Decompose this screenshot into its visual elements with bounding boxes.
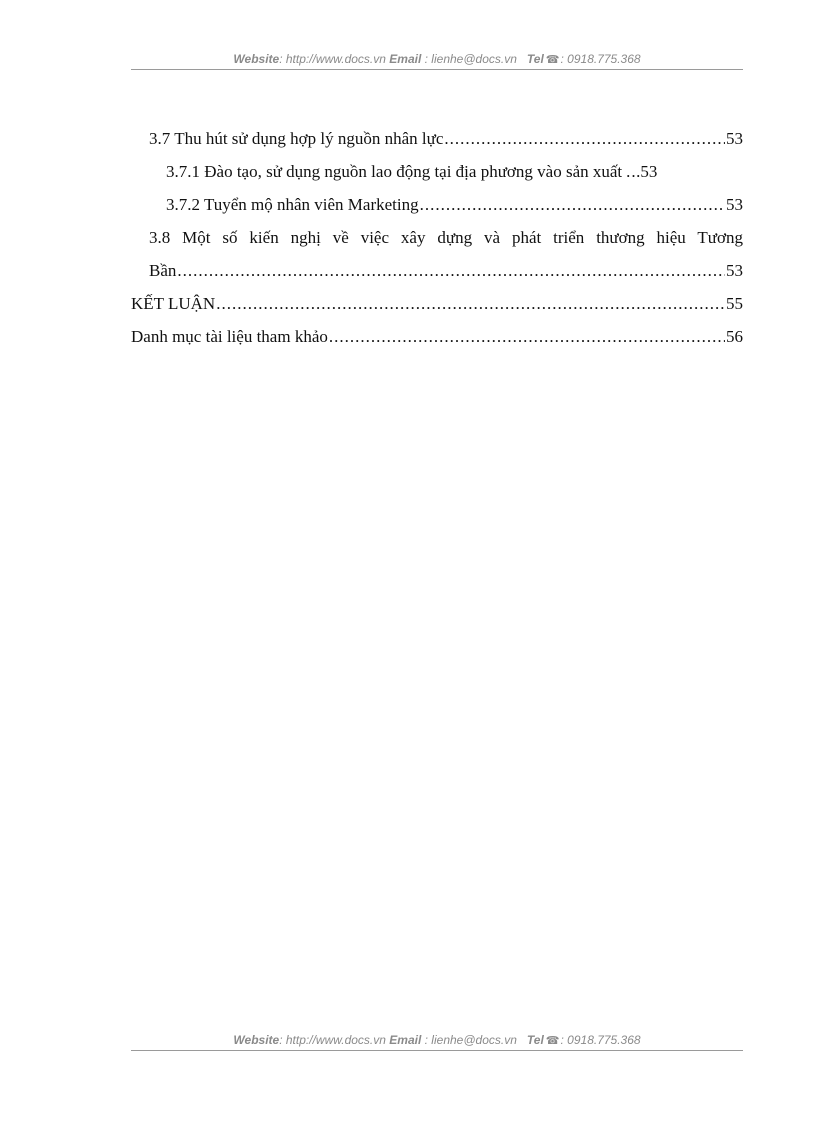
phone-icon: ☎ — [545, 54, 560, 66]
footer-website-value: : http://www.docs.vn — [279, 1033, 386, 1047]
toc-entry-page: .53 — [636, 162, 658, 181]
phone-icon: ☎ — [545, 1035, 560, 1047]
header-website-label: Website — [233, 52, 280, 66]
header-website-value: : http://www.docs.vn — [279, 52, 386, 66]
toc-entry[interactable] — [131, 122, 743, 155]
toc-dot-leader — [626, 155, 636, 188]
footer-email-value: : lienhe@docs.vn — [424, 1033, 517, 1047]
toc-entry-page: 53 — [726, 261, 743, 280]
header-email-label: Email — [389, 52, 422, 66]
footer-email-label: Email — [389, 1033, 422, 1047]
toc-entry-title: 3.8 Một số kiến nghị về việc xây dựng và phát triển thương hiệu Tương — [149, 228, 743, 247]
toc-entry-page: 53 — [726, 195, 743, 214]
toc-entry[interactable] — [131, 155, 743, 188]
toc-entry-page: 55 — [726, 294, 743, 313]
toc-entry-page: 56 — [726, 327, 743, 346]
toc-dot-leader — [420, 188, 725, 221]
header-tel-label: Tel — [526, 52, 544, 66]
toc-dot-leader — [216, 287, 725, 320]
footer-tel-label: Tel — [526, 1033, 544, 1047]
toc-entry-title: 3.7 Thu hút sử dụng hợp lý nguồn nhân lực — [149, 129, 444, 148]
toc-entry-title: Danh mục tài liệu tham khảo — [131, 327, 328, 346]
toc-entry-title-cont: Bần — [149, 261, 177, 280]
header-tel-value: : 0918.775.368 — [560, 52, 641, 66]
toc-entry[interactable] — [131, 188, 743, 221]
toc-dot-leader — [444, 122, 725, 155]
toc-entry-title: KẾT LUẬN — [131, 294, 216, 313]
toc-entry-page: 53 — [726, 129, 743, 148]
footer-tel-value: : 0918.775.368 — [560, 1033, 641, 1047]
toc-dot-leader — [329, 320, 725, 353]
toc-entry[interactable] — [131, 287, 743, 320]
toc-entry[interactable] — [131, 221, 743, 254]
toc-entry-continuation[interactable] — [131, 254, 743, 287]
footer-website-label: Website — [233, 1033, 280, 1047]
toc-entry-title: 3.7.2 Tuyển mộ nhân viên Marketing — [166, 195, 419, 214]
toc-dot-leader — [177, 254, 725, 287]
table-of-contents — [131, 122, 743, 353]
toc-entry[interactable] — [131, 320, 743, 353]
toc-entry-title: 3.7.1 Đào tạo, sử dụng nguồn lao động tại địa phương vào sản xuất — [166, 162, 623, 181]
header-email-value: : lienhe@docs.vn — [424, 52, 517, 66]
page-footer — [131, 1033, 743, 1051]
page-header — [131, 52, 743, 70]
